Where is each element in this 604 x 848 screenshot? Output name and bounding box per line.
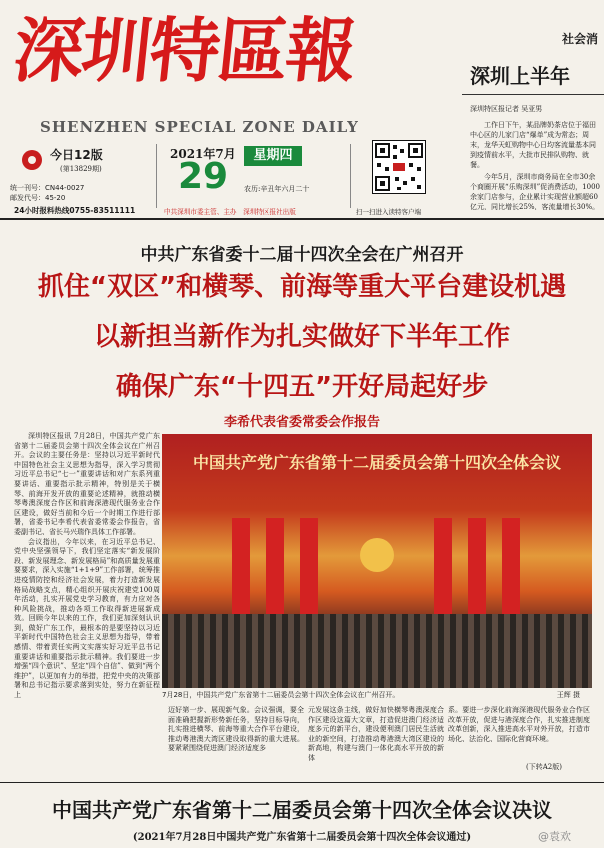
unified-code: 统一刊号：CN44-0027 bbox=[10, 184, 85, 192]
resolution-subline: (2021年7月28日中国共产党广东省第十二届委员会第十四次全体会议通过) bbox=[132, 832, 472, 843]
audience-seats bbox=[162, 614, 592, 688]
resolution-headline[interactable]: 中国共产党广东省第十二届委员会第十四次全体会议决议 bbox=[52, 798, 552, 822]
publication-codes bbox=[10, 183, 84, 203]
paragraph: 元发展这条主线，做好加快横琴粤澳深度合作区建设这篇大文章，打造促进澳门经济适度多元的新平台，建设便利澳门居民生活就业的新空间，打造推动粤港澳大湾区建设的新高地，构建与澳门一体化高水平开放的新体 bbox=[308, 706, 444, 762]
divider bbox=[0, 218, 604, 220]
watermark: @袁欢 bbox=[538, 830, 571, 843]
paragraph: 系。要进一步深化前海深港现代服务业合作区改革开放，促进与港深度合作，扎实推进制度改革创新，深入推进高水平对外开放，打造市场化、法治化、国际化营商环境。 bbox=[448, 706, 590, 743]
paragraph: 工作日下午，某品牌奶茶店位于福田中心区的儿家门店“爆单”成为常态；周末，龙华天虹购物中心日均客流量基本同到疫情前水平，大批市民排队购物、就餐。 bbox=[470, 121, 596, 169]
flag-icon bbox=[232, 518, 250, 628]
flag-icon bbox=[502, 518, 520, 628]
right-column-body bbox=[470, 120, 602, 210]
lunar-date: 农历:辛丑年六月二十 bbox=[244, 185, 310, 193]
flag-icon bbox=[434, 518, 452, 628]
qr-code-icon[interactable] bbox=[372, 140, 426, 194]
main-headline-line-1[interactable]: 抓住“双区”和横琴、前海等重大平台建设机遇 bbox=[37, 272, 567, 302]
right-column-headline[interactable]: 深圳上半年 bbox=[470, 64, 570, 88]
right-column-byline: 深圳特区报记者 吴亚男 bbox=[470, 105, 543, 113]
article-column bbox=[308, 706, 444, 776]
postal-code: 邮发代号：45-20 bbox=[10, 194, 66, 202]
newspaper-logo-icon bbox=[22, 150, 42, 170]
news-photo[interactable] bbox=[162, 434, 592, 688]
paragraph: 深圳特区报讯 7月28日，中国共产党广东省第十二届委员会第十四次全体会议在广州召开。会议的主要任务是：坚持以习近平新时代中国特色社会主义思想为指导，深入学习贯彻习近平总书记“七一”重要讲话和对广东系列重要讲话、重要指示批示精神，特别是关于横琴、前海开发开放的重要论述精神，就推动横琴粤澳深度合作区和前海深港现代服务业合作区建设，做好当前和今后一个时期工作进行部署，省委书记李希代表省委常委会作报告，省委副书记、省长马兴瑞作具体工作部署。 bbox=[14, 432, 160, 536]
photo-banner-text: 中国共产党广东省第十二届委员会第十四次全体会议 bbox=[192, 453, 561, 472]
main-headline-line-3[interactable]: 确保广东“十四五”开好局起好步 bbox=[115, 372, 489, 402]
flag-icon bbox=[468, 518, 486, 628]
date-day: 29 bbox=[178, 156, 229, 197]
masthead-title: 深圳特區報 bbox=[9, 9, 359, 92]
article-column bbox=[448, 706, 590, 776]
divider bbox=[0, 782, 604, 783]
divider bbox=[350, 144, 351, 208]
paragraph: 迈好第一步、展现新气象。会议强调，要全面准确把握新形势新任务，坚持目标导向，扎实推进横琴、前海等重大合作平台建设，推动粤港澳大湾区建设取得新的重大进展。要紧紧围绕促进澳门经济适度多 bbox=[168, 706, 304, 753]
news-hotline: 24小时报料热线0755-83511111 bbox=[14, 206, 136, 215]
article-column bbox=[168, 706, 304, 776]
paragraph: 会议指出，今年以来，在习近平总书记、党中央坚强领导下，我们坚定落实“新发展阶段、新发展理念、新发展格局”和高质量发展重要要求，深入实施“1+1+9”工作部署，统筹推进疫情防控和经济社会发展，着力打造新发展格局战略支点，精心组织开展庆祝建党100周年活动，扎实开展党史学习教育，有力应对各种风险挑战，推动各项工作取得新进展新成效。回顾今年以来的工作，我们更加深刻认识到，做好广东工作，最根本的是要坚持以习近平新时代中国特色社会主义思想为指导，带着感情、带着责任实两文实落实好习近平总书记重要讲话和重要指示批示精神。我们要进一步增强“四个意识”、坚定“四个自信”、做到“两个维护”，以更加有力的举措，把党中央的决策部署和总书记指示要求落到实处，努力在新征程上 bbox=[14, 537, 160, 700]
photo-credit: 王辉 摄 bbox=[556, 691, 580, 699]
qr-caption: 扫一扫进入读特客户端 bbox=[356, 208, 421, 216]
main-story-kicker: 中共广东省委十二届十四次全会在广州召开 bbox=[140, 245, 464, 265]
continued-link[interactable]: (下转A2版) bbox=[526, 763, 562, 771]
main-story-deck: 李希代表省委常委会作报告 bbox=[223, 415, 380, 430]
masthead bbox=[8, 10, 448, 106]
divider bbox=[462, 94, 604, 95]
sponsor-line: 中共深圳市委主管、主办 深圳特区报社出版 bbox=[164, 208, 296, 216]
date-weekday: 星期四 bbox=[244, 146, 302, 166]
paragraph: 今年5月，深圳市商务局在全市30余个商圈开展“乐购深圳”促消费活动，1000余家门店参与，企业累计实现营业额超60亿元，同比增长25%，客流量增长30%。 bbox=[470, 173, 600, 210]
main-story-lead bbox=[14, 432, 160, 822]
flag-icon bbox=[266, 518, 284, 628]
right-column-kicker: 社会消 bbox=[561, 32, 598, 46]
party-emblem-icon bbox=[360, 538, 394, 572]
photo-caption bbox=[162, 690, 592, 700]
divider bbox=[156, 144, 157, 208]
masthead-english: SHENZHEN SPECIAL ZONE DAILY bbox=[40, 118, 359, 136]
right-column-story[interactable] bbox=[462, 10, 604, 210]
main-headline-line-2[interactable]: 以新担当新作为扎实做好下半年工作 bbox=[93, 322, 510, 352]
issue-number: (第13829期) bbox=[60, 165, 102, 173]
page-count: 今日12版 bbox=[50, 148, 103, 162]
caption-text: 7月28日，中国共产党广东省第十二届委员会第十四次全体会议在广州召开。 bbox=[162, 691, 400, 699]
flag-icon bbox=[300, 518, 318, 628]
date-year-month: 2021年7月 bbox=[170, 147, 236, 161]
